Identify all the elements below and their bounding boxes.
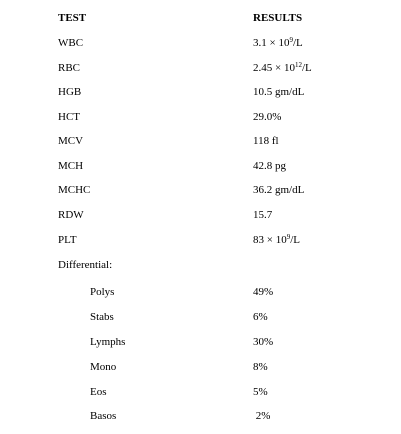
test-name: Lymphs bbox=[90, 336, 126, 348]
test-name: RBC bbox=[58, 62, 81, 74]
table-row bbox=[0, 84, 401, 100]
table-row bbox=[0, 60, 401, 76]
table-row bbox=[0, 284, 401, 300]
test-name: MCHC bbox=[58, 184, 91, 196]
table-row bbox=[0, 207, 401, 223]
test-name: Stabs bbox=[90, 311, 114, 323]
test-result: 29.0% bbox=[253, 111, 282, 123]
test-name: RDW bbox=[58, 209, 84, 221]
table-row bbox=[0, 133, 401, 149]
test-name: PLT bbox=[58, 234, 77, 246]
differential-label-row bbox=[0, 257, 401, 273]
test-name: Eos bbox=[90, 386, 107, 398]
test-name: WBC bbox=[58, 37, 84, 49]
result-exponent: 9 bbox=[286, 233, 291, 241]
table-row bbox=[0, 309, 401, 325]
test-name: HCT bbox=[58, 111, 80, 123]
table-row bbox=[0, 158, 401, 174]
test-column-header: TEST bbox=[58, 12, 87, 24]
table-row bbox=[0, 109, 401, 125]
table-row bbox=[0, 384, 401, 400]
result-value: 3.1 × 10 bbox=[253, 37, 290, 49]
test-result bbox=[253, 60, 312, 76]
table-row bbox=[0, 334, 401, 350]
test-result bbox=[253, 232, 300, 248]
result-unit: /L bbox=[301, 62, 312, 74]
results-column-header: RESULTS bbox=[253, 12, 303, 24]
test-result: 49% bbox=[253, 286, 274, 298]
test-name: Mono bbox=[90, 361, 117, 373]
test-result: 6% bbox=[253, 311, 268, 323]
table-row bbox=[0, 35, 401, 51]
test-result: 118 fl bbox=[253, 135, 279, 147]
table-row bbox=[0, 232, 401, 248]
result-unit: /L bbox=[292, 37, 303, 49]
test-result: 15.7 bbox=[253, 209, 273, 221]
table-row bbox=[0, 408, 401, 424]
test-result: 10.5 gm/dL bbox=[253, 86, 305, 98]
result-exponent: 9 bbox=[289, 36, 293, 44]
test-name: Polys bbox=[90, 286, 115, 298]
test-result: 42.8 pg bbox=[253, 160, 286, 172]
result-value: 2.45 × 10 bbox=[253, 62, 295, 74]
result-unit: /L bbox=[290, 234, 300, 246]
table-row bbox=[0, 182, 401, 198]
test-name: Basos bbox=[90, 410, 117, 422]
test-name: MCV bbox=[58, 135, 84, 147]
test-result: 5% bbox=[253, 386, 268, 398]
result-value: 83 × 10 bbox=[253, 234, 287, 246]
differential-label: Differential: bbox=[58, 259, 113, 271]
test-result bbox=[253, 35, 303, 51]
test-name: HGB bbox=[58, 86, 82, 98]
table-header bbox=[0, 10, 401, 26]
test-result: 2% bbox=[253, 410, 271, 422]
test-name: MCH bbox=[58, 160, 84, 172]
result-exponent: 12 bbox=[294, 61, 302, 69]
test-result: 30% bbox=[253, 336, 274, 348]
table-row bbox=[0, 359, 401, 375]
test-result: 8% bbox=[253, 361, 268, 373]
test-result: 36.2 gm/dL bbox=[253, 184, 305, 196]
